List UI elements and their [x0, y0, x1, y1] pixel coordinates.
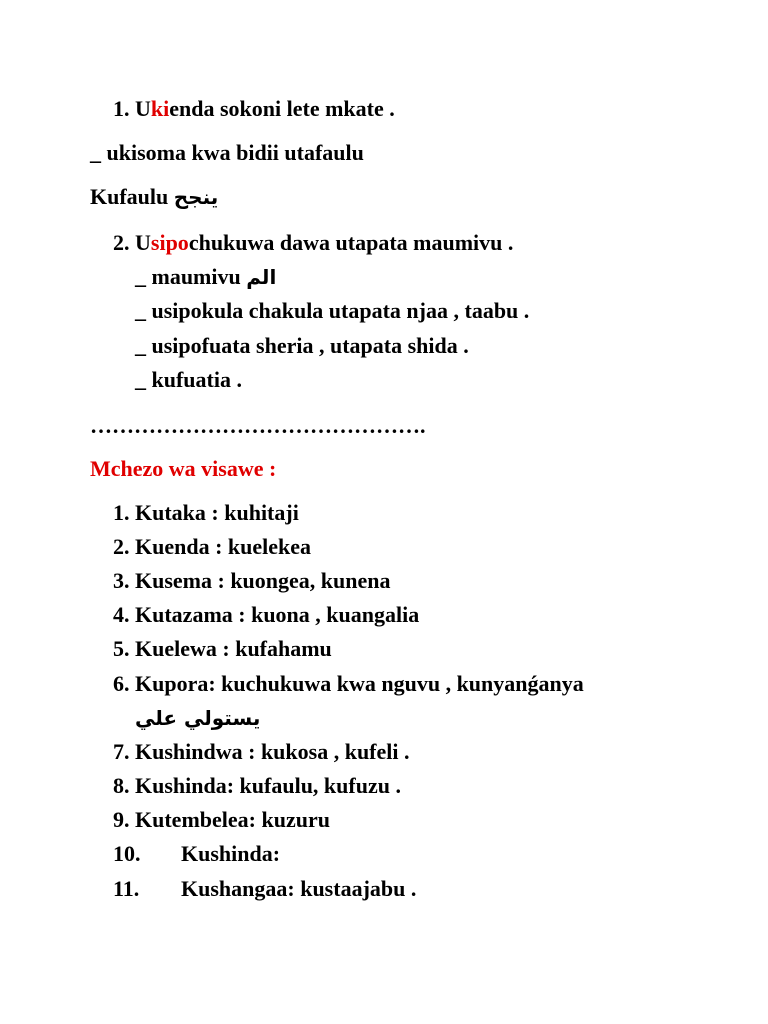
- item-rest: enda sokoni lete mkate .: [169, 96, 395, 121]
- item-number: 2.: [113, 230, 130, 255]
- synonym-item: [113, 806, 330, 834]
- vocab-word: Kufaulu: [90, 184, 169, 209]
- synonym-text: Kushindwa : kukosa , kufeli .: [135, 739, 410, 764]
- dotted-divider: ……………………………………….: [90, 413, 426, 438]
- synonym-item: [113, 601, 419, 629]
- item-number: 2.: [113, 534, 130, 559]
- synonym-text: Kuelewa : kufahamu: [135, 636, 332, 661]
- section-heading: Mchezo wa visawe :: [90, 456, 277, 481]
- sub-item-text: _ maumivu: [135, 264, 241, 289]
- synonym-text: Kutazama : kuona , kuangalia: [135, 602, 420, 627]
- item-number: 5.: [113, 636, 130, 661]
- synonym-text: Kushangaa: kustaajabu .: [181, 876, 417, 901]
- arabic-translation: يستولي علي: [135, 706, 261, 730]
- synonym-item: [113, 772, 401, 800]
- item-number: 6.: [113, 671, 130, 696]
- synonym-item: [113, 670, 584, 698]
- item-number: 1.: [113, 500, 130, 525]
- synonym-item: [113, 738, 410, 766]
- example-note-1: _ ukisoma kwa bidii utafaulu: [90, 140, 364, 165]
- item-rest: chukuwa dawa utapata maumivu .: [188, 230, 514, 255]
- synonym-text: Kusema : kuongea, kunena: [135, 568, 391, 593]
- sub-item: _ usipofuata sheria , utapata shida .: [135, 333, 469, 358]
- example-item-1: [113, 95, 395, 123]
- synonym-text: Kupora: kuchukuwa kwa nguvu , kunyanǵanya: [135, 671, 584, 696]
- arabic-translation: الم: [246, 265, 277, 289]
- vocab-line-1: [90, 183, 218, 211]
- item-number: 4.: [113, 602, 130, 627]
- arabic-translation: ينجح: [173, 185, 219, 209]
- synonym-item: [113, 635, 332, 663]
- item-number: 8.: [113, 773, 130, 798]
- synonym-text: Kutembelea: kuzuru: [135, 807, 330, 832]
- synonym-item: [113, 499, 299, 527]
- synonym-item: [113, 875, 416, 903]
- synonym-text: Kushinda: kufaulu, kufuzu .: [135, 773, 401, 798]
- sub-item: _ kufuatia .: [135, 367, 242, 392]
- synonym-text: Kushinda:: [181, 841, 281, 866]
- synonym-item: [113, 567, 391, 595]
- synonym-text: Kuenda : kuelekea: [135, 534, 312, 559]
- item-prefix: U: [135, 230, 151, 255]
- item-number: 9.: [113, 807, 130, 832]
- item-number: 11.: [113, 876, 140, 901]
- item-prefix: U: [135, 96, 151, 121]
- synonym-item: [113, 840, 280, 868]
- item-number: 3.: [113, 568, 130, 593]
- item-number: 10.: [113, 841, 141, 866]
- highlighted-syllable: ki: [150, 96, 170, 121]
- item-number: 1.: [113, 96, 130, 121]
- example-item-2: [113, 229, 513, 257]
- sub-item: _ usipokula chakula utapata njaa , taabu .: [135, 298, 530, 323]
- synonym-text: Kutaka : kuhitaji: [135, 500, 299, 525]
- sub-item: [135, 263, 276, 291]
- synonym-item: [113, 533, 311, 561]
- highlighted-syllable: sipo: [150, 230, 189, 255]
- item-number: 7.: [113, 739, 130, 764]
